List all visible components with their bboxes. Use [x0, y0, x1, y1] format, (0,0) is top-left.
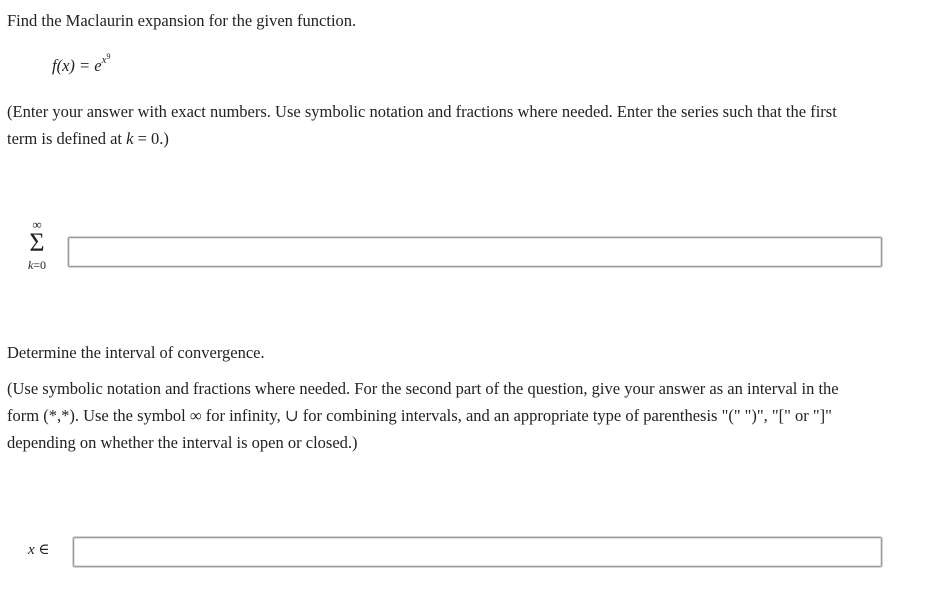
sigma-icon: Σ: [29, 228, 45, 257]
summation-index-var: k: [27, 258, 34, 272]
summation-symbol: [22, 218, 52, 271]
function-exponent-power: 9: [106, 52, 111, 61]
function-lhs: f(x) =: [52, 56, 95, 75]
interval-label-var: x: [28, 542, 35, 558]
series-instructions-line-1: (Enter your answer with exact numbers. Use symbolic notation and fractions where needed. Enter the series such that the first: [7, 102, 837, 121]
summation-lower-value: =0: [33, 258, 47, 272]
question-prompt: Find the Maclaurin expansion for the given function.: [7, 11, 357, 30]
interval-answer-input[interactable]: [73, 537, 882, 567]
element-of-icon: ∈: [34, 542, 50, 558]
function-base: e: [94, 56, 102, 75]
convergence-heading: Determine the interval of convergence.: [7, 343, 265, 362]
convergence-instructions-line-1: (Use symbolic notation and fractions where needed. For the second part of the question, give your answer as an interval in the: [7, 379, 839, 398]
series-instructions-line-2-pre: term is defined at: [7, 129, 127, 148]
summation-upper-limit: ∞: [32, 217, 42, 232]
function-exponent-base: x: [101, 54, 107, 66]
series-answer-input[interactable]: [68, 237, 882, 267]
convergence-instructions-line-2: form (*,*). Use the symbol ∞ for infinity, ∪ for combining intervals, and an appropriate type of parenthesis "(" ")", "[" or "]": [7, 406, 832, 425]
function-definition: [52, 52, 111, 76]
series-instructions-line-2-post: = 0.): [133, 129, 169, 148]
function-exponent: [102, 54, 111, 66]
series-instructions: [7, 98, 927, 152]
series-instructions-line-2: [7, 125, 927, 152]
summation-lower-limit: [22, 259, 52, 271]
interval-label: [28, 540, 50, 559]
series-instructions-var: k: [126, 129, 134, 148]
convergence-instructions: [7, 375, 927, 456]
convergence-instructions-line-3: depending on whether the interval is open or closed.): [7, 433, 358, 452]
